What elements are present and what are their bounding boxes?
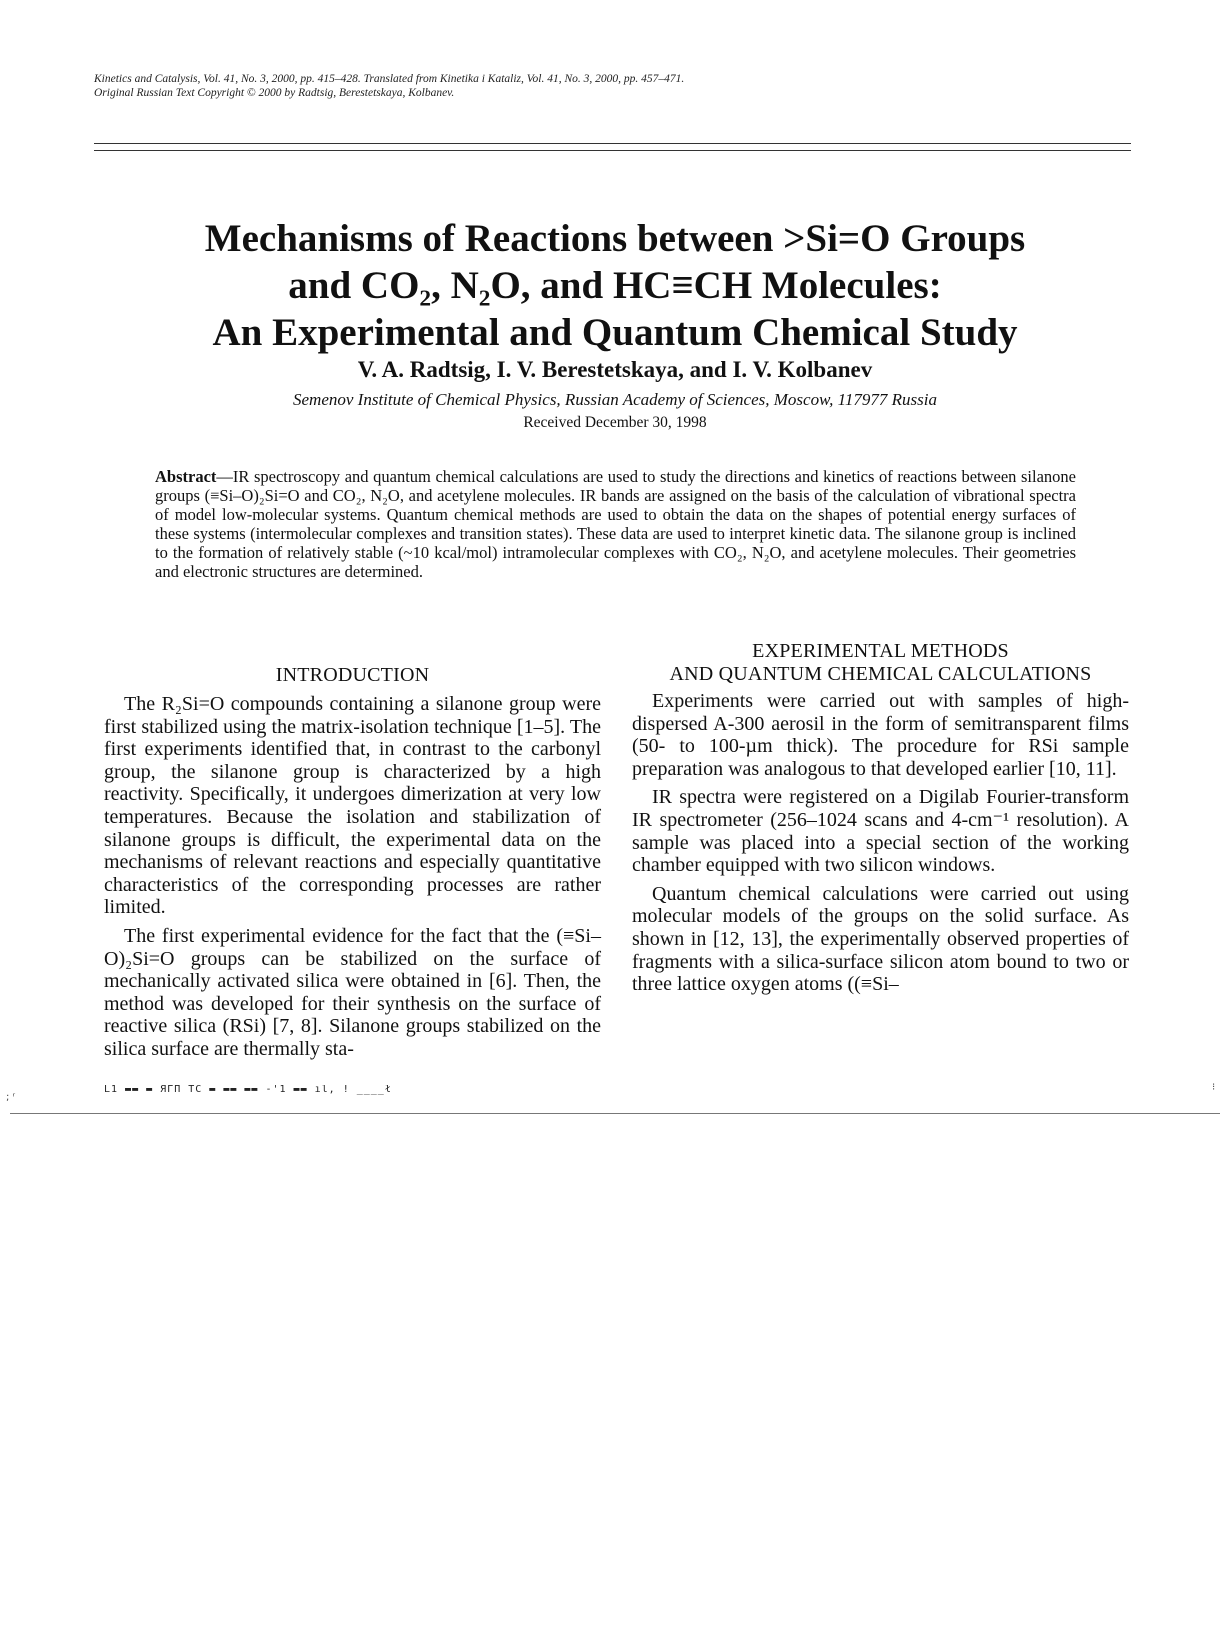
methods-heading-line-2: AND QUANTUM CHEMICAL CALCULATIONS xyxy=(669,663,1092,685)
title-line-2: and CO₂, N₂O, and HC≡CH Molecules: xyxy=(288,264,942,307)
title-line-1: Mechanisms of Reactions between >Si=O Groups xyxy=(204,217,1026,260)
left-margin-mark: ; ʳ xyxy=(6,1092,16,1103)
methods-heading-line-1: EXPERIMENTAL METHODS xyxy=(752,640,1009,662)
abstract-text: —IR spectroscopy and quantum chemical calculations are used to study the directions and kinetics of reactions between silanone groups (≡Si–O)₂Si=O and CO₂, N₂O, and acetylene molecules. IR bands are assigned on the basis of the calculation of vibrational spectra of model low-molecular systems. Quantum chemical methods are used to obtain the data on the shapes of potential energy surfaces of these systems (intermolecular complexes and transition states). These data are used to interpret kinetic data. The silanone group is inclined to the formation of relatively stable (~10 kcal/mol) intramolecular complexes with CO₂, N₂O, and acetylene molecules. Their geometries and electronic structures are determined. xyxy=(155,467,1076,581)
section-heading-methods xyxy=(632,640,1129,686)
authors: V. A. Radtsig, I. V. Berestetskaya, and I. V. Kolbanev xyxy=(357,357,873,382)
title-line-3: An Experimental and Quantum Chemical Study xyxy=(212,311,1018,354)
header-rule-top xyxy=(94,143,1131,144)
page-bottom-rule xyxy=(10,1113,1220,1114)
journal-header xyxy=(94,72,1094,100)
abstract xyxy=(155,467,1076,581)
header-rule-bottom xyxy=(94,150,1131,151)
left-column xyxy=(104,664,601,1067)
received-date: Received December 30, 1998 xyxy=(523,414,707,431)
intro-paragraph-2: The first experimental evidence for the fact that the (≡Si–O)₂Si=O groups can be stabilized on the surface of mechanically activated silica were obtained in [6]. Then, the method was developed for their synthesis on the surface of reactive silica (RSi) [7, 8]. Silanone groups stabilized on the silica surface are thermally sta- xyxy=(104,924,601,1060)
header-line-2: Original Russian Text Copyright © 2000 by Radtsig, Berestetskaya, Kolbanev. xyxy=(94,87,455,99)
abstract-label: Abstract xyxy=(155,467,217,486)
section-heading-introduction: INTRODUCTION xyxy=(275,664,430,686)
paper-title xyxy=(150,215,1080,356)
methods-paragraph-1: Experiments were carried out with samples of high-dispersed A-300 aerosil in the form of semitransparent films (50- to 100-µm thick). The procedure for RSi sample preparation was analogous to that developed earlier [10, 11]. xyxy=(632,690,1129,780)
header-line-1: Kinetics and Catalysis, Vol. 41, No. 3, 2000, pp. 415–428. Translated from Kinetika i Kataliz, Vol. 41, No. 3, 2000, pp. 457–471. xyxy=(94,73,685,85)
affiliation: Semenov Institute of Chemical Physics, Russian Academy of Sciences, Moscow, 117977 Russia xyxy=(293,390,937,409)
methods-paragraph-2: IR spectra were registered on a Digilab Fourier-transform IR spectrometer (256–1024 scans and 4-cm⁻¹ resolution). A sample was placed into a special section of the working chamber equipped with two silicon windows. xyxy=(632,786,1129,877)
intro-paragraph-1: The R₂Si=O compounds containing a silanone group were first stabilized using the matrix-isolation technique [1–5]. The first experiments identified that, in contrast to the carbonyl group, the silanone group is characterized by a high reactivity. Specifically, it undergoes dimerization at very low temperatures. Because the isolation and stabilization of silanone groups is difficult, the experimental data on the mechanisms of relevant reactions and especially quantitative characteristics of the corresponding processes are rather limited. xyxy=(104,693,601,919)
right-margin-mark: ⁝ xyxy=(1212,1082,1216,1093)
right-column xyxy=(632,640,1129,1002)
cut-off-line: L1 ▬▬ ▬ ЯГП ТС ▬ ▬▬ ▬▬ -'1 ▬▬ ıl, ! ____ł xyxy=(104,1085,392,1095)
methods-paragraph-3: Quantum chemical calculations were carried out using molecular models of the groups on the solid surface. As shown in [12, 13], the experimentally observed properties of fragments with a silica-surface silicon atom bound to two or three lattice oxygen atoms ((≡Si– xyxy=(632,882,1129,996)
